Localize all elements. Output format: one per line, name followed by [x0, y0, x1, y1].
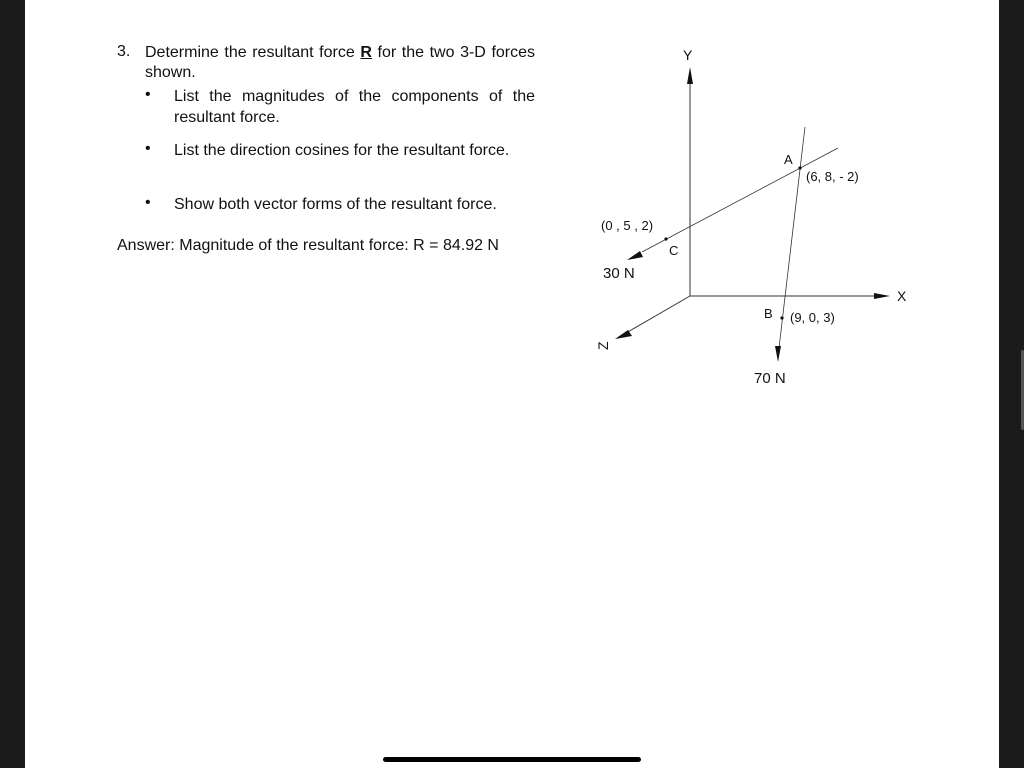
force-70n-label: 70 N	[754, 370, 786, 387]
line-ca	[642, 148, 838, 252]
home-indicator[interactable]	[383, 757, 641, 762]
point-b-dot	[780, 316, 783, 319]
point-a-coords: (6, 8, - 2)	[806, 169, 859, 184]
point-c-dot	[664, 237, 667, 240]
point-a-label: A	[784, 152, 793, 167]
question-text: Determine the resultant force R for the two 3-D forces shown.	[145, 44, 536, 81]
y-axis-arrowhead	[687, 67, 693, 84]
answer-text: Answer: Magnitude of the resultant force: R = 84.92 N	[117, 237, 499, 254]
point-b-label: B	[764, 306, 773, 321]
force-30n-arrowhead	[627, 251, 643, 260]
point-a-dot	[798, 166, 801, 169]
bullet-item-components: List the magnitudes of the components of the resultant force.	[174, 88, 535, 126]
bullet-marker: •	[145, 86, 151, 103]
force-30n-label: 30 N	[603, 265, 635, 282]
z-axis-label: Z	[595, 341, 611, 350]
point-c-coords: (0 , 5 , 2)	[601, 218, 654, 233]
bullet-marker: •	[145, 140, 151, 157]
point-b-coords: (9, 0, 3)	[790, 310, 835, 325]
bullet-item-vector-forms: Show both vector forms of the resultant force.	[174, 196, 497, 213]
x-axis-label: X	[897, 288, 907, 304]
z-axis	[626, 296, 690, 333]
y-axis-label: Y	[683, 47, 693, 63]
question-number: 3.	[117, 43, 131, 60]
bullet-item-direction-cosines: List the direction cosines for the resultant force.	[174, 142, 510, 159]
force-70n-arrowhead	[775, 346, 781, 362]
bullet-marker: •	[145, 194, 151, 211]
x-axis-arrowhead	[874, 293, 890, 299]
resultant-symbol: R	[360, 44, 372, 61]
point-c-label: C	[669, 243, 679, 258]
